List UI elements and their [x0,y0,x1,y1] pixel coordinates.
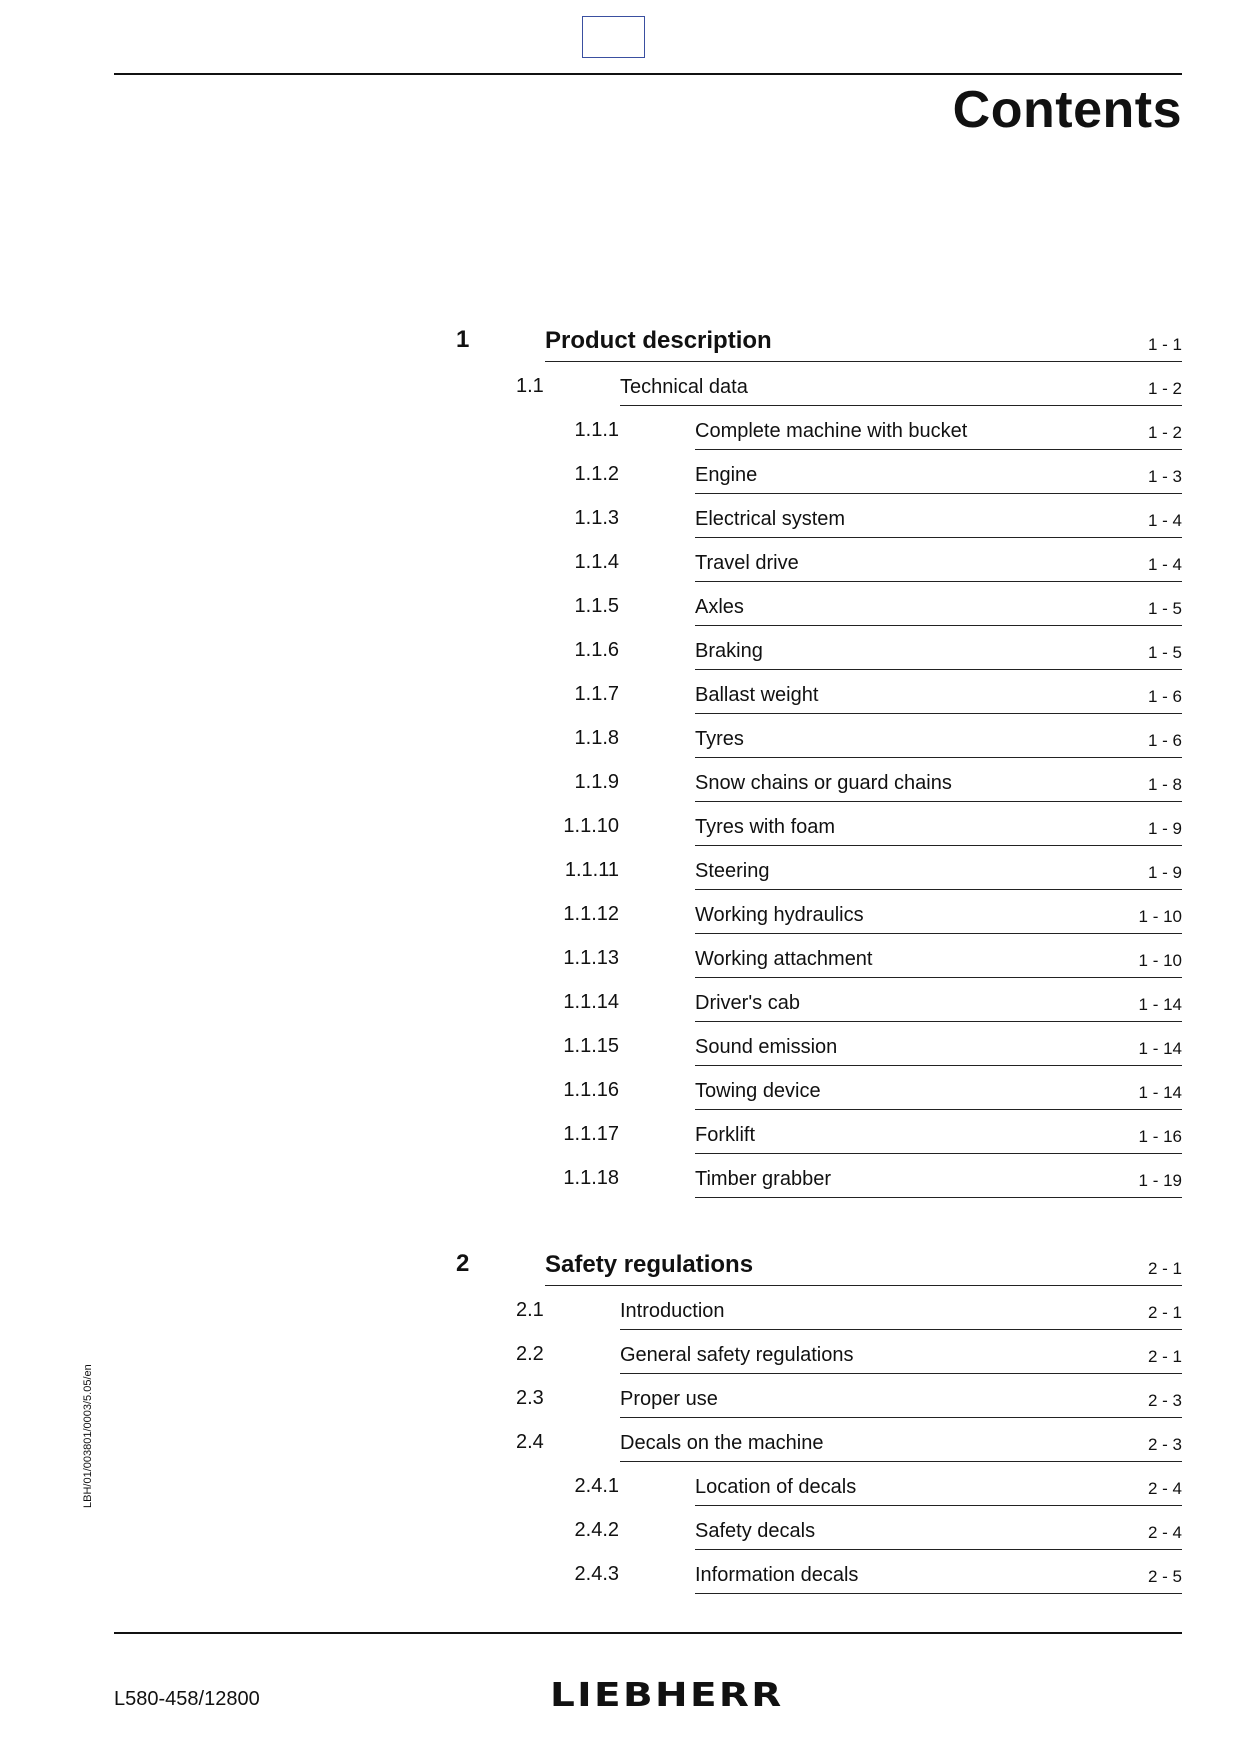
document-code: L580-458/12800 [114,1688,260,1710]
toc-entry-number: 2.1 [516,1299,544,1321]
toc-entry-page: 1 - 10 [1138,907,1182,926]
toc-entry-line [695,1113,1182,1154]
toc-entry-line [620,1289,1182,1330]
toc-entry-number: 1.1.4 [574,551,619,573]
footer-rule [114,1632,1182,1634]
toc-entry-label: Technical data [620,376,748,398]
toc-entry[interactable] [0,890,1240,934]
toc-entry-label: Braking [695,640,763,662]
toc-entry-line [545,1245,1182,1286]
toc-entry-number: 1.1.18 [563,1167,619,1189]
toc-entry-line [695,585,1182,626]
toc-entry-line [695,937,1182,978]
toc-entry-line [695,629,1182,670]
toc-entry-page: 1 - 19 [1138,1171,1182,1190]
toc-entry-page: 1 - 2 [1147,423,1182,442]
toc-entry-page: 1 - 16 [1138,1127,1182,1146]
toc-entry-number: 2.4.3 [574,1563,619,1585]
toc-entry-page: 2 - 1 [1147,1303,1182,1322]
toc-entry[interactable] [0,318,1240,362]
toc-entry-page: 1 - 9 [1147,863,1182,882]
toc-entry-label: Tyres with foam [695,816,836,838]
toc-entry[interactable] [0,1462,1240,1506]
toc-entry-label: Sound emission [695,1036,838,1058]
toc-entry[interactable] [0,406,1240,450]
toc-entry-number: 1.1.10 [563,815,619,837]
toc-entry-number: 2.4.2 [574,1519,619,1541]
toc-entry-number: 1.1.16 [563,1079,619,1101]
toc-entry-line [695,981,1182,1022]
toc-entry[interactable] [0,670,1240,714]
toc-entry[interactable] [0,1330,1240,1374]
toc-entry-number: 1.1.12 [563,903,619,925]
toc-entry-line [695,409,1182,450]
toc-entry-line [695,1025,1182,1066]
toc-entry[interactable] [0,1286,1240,1330]
toc-entry-number: 1.1.11 [564,859,619,881]
toc-entry-number: 1.1.2 [574,463,619,485]
toc-entry-number: 1.1.14 [563,991,619,1013]
toc-entry-page: 1 - 6 [1147,731,1182,750]
toc-entry[interactable] [0,846,1240,890]
toc-entry-number: 2 [456,1250,470,1277]
toc-entry-number: 1.1.6 [574,639,619,661]
toc-entry-number: 1.1.9 [574,771,619,793]
toc-entry-page: 1 - 14 [1138,995,1182,1014]
toc-entry-number: 2.3 [516,1387,544,1409]
toc-entry-line [695,1157,1182,1198]
toc-entry-page: 1 - 8 [1147,775,1182,794]
side-document-code: LBH/01/003801/0003/5.05/en [82,1364,94,1508]
toc-entry-page: 1 - 4 [1147,511,1182,530]
toc-entry-label: Product description [545,327,772,354]
toc-entry-page: 1 - 5 [1147,599,1182,618]
toc-entry-number: 1.1.15 [563,1035,619,1057]
toc-entry-label: Travel drive [695,552,799,574]
toc-entry[interactable] [0,1022,1240,1066]
toc-entry[interactable] [0,1066,1240,1110]
toc-entry-page: 1 - 5 [1147,643,1182,662]
toc-entry-label: Proper use [620,1388,718,1410]
toc-entry-label: Towing device [695,1080,821,1102]
toc-entry-number: 1.1.8 [574,727,619,749]
toc-entry[interactable] [0,582,1240,626]
toc-entry-page: 1 - 10 [1138,951,1182,970]
toc-entry-page: 1 - 3 [1147,467,1182,486]
liebherr-logo: LIEBHERR [550,1675,784,1714]
toc-entry[interactable] [0,538,1240,582]
toc-entry-line [695,1553,1182,1594]
toc-entry-label: Working hydraulics [695,904,864,926]
toc-entry-line [695,717,1182,758]
toc-entry-page: 2 - 4 [1147,1523,1182,1542]
toc-entry-page: 2 - 1 [1147,1259,1182,1278]
toc-entry-line [695,541,1182,582]
toc-entry-page: 1 - 2 [1147,379,1182,398]
toc-entry-line [545,321,1182,362]
toc-entry[interactable] [0,978,1240,1022]
toc-entry[interactable] [0,1506,1240,1550]
toc-entry-number: 1.1.3 [574,507,619,529]
page-title: Contents [952,81,1182,139]
toc-entry-label: Driver's cab [695,992,800,1014]
toc-entry[interactable] [0,1242,1240,1286]
toc-entry[interactable] [0,1418,1240,1462]
toc-entry-page: 2 - 1 [1147,1347,1182,1366]
toc-entry-label: Introduction [620,1300,725,1322]
toc-entry-page: 1 - 4 [1147,555,1182,574]
toc-entry-number: 2.4 [516,1431,544,1453]
toc-entry[interactable] [0,626,1240,670]
toc-entry-line [695,761,1182,802]
toc-entry-label: Engine [695,464,758,486]
toc-entry-number: 1.1.13 [563,947,619,969]
toc-entry-label: Tyres [695,728,744,750]
toc-entry-line [620,1333,1182,1374]
toc-entry-number: 1 [456,326,470,353]
toc-entry[interactable] [0,714,1240,758]
toc-entry-line [620,1421,1182,1462]
toc-entry-label: Snow chains or guard chains [695,772,952,794]
toc-entry[interactable] [0,934,1240,978]
toc-entry-page: 2 - 4 [1147,1479,1182,1498]
toc-entry[interactable] [0,494,1240,538]
toc-entry-label: Complete machine with bucket [695,420,968,442]
toc-entry[interactable] [0,758,1240,802]
toc-entry-label: Forklift [695,1124,755,1146]
header-rule [114,73,1182,75]
toc-entry-label: Location of decals [695,1476,857,1498]
toc-entry-page: 2 - 3 [1147,1435,1182,1454]
toc-entry-number: 1.1.7 [574,683,619,705]
toc-entry[interactable] [0,1550,1240,1594]
toc-entry-line [695,849,1182,890]
toc-entry-label: Safety regulations [545,1251,754,1278]
toc-entry[interactable] [0,802,1240,846]
toc-entry-page: 2 - 3 [1147,1391,1182,1410]
toc-entry-label: Steering [695,860,770,882]
toc-entry-page: 1 - 14 [1138,1039,1182,1058]
toc-entry-label: Ballast weight [695,684,819,706]
toc-entry-page: 1 - 6 [1147,687,1182,706]
toc-entry-page: 1 - 1 [1147,335,1182,354]
toc-entry-label: Axles [695,596,744,618]
toc-entry-number: 1.1 [516,375,544,397]
toc-entry-line [695,1509,1182,1550]
toc-entry-number: 1.1.5 [574,595,619,617]
toc-entry-number: 1.1.1 [574,419,619,441]
toc-entry-line [695,1069,1182,1110]
toc-entry[interactable] [0,1154,1240,1198]
toc-entry-line [620,365,1182,406]
toc-entry-line [695,497,1182,538]
toc-entry-number: 2.2 [516,1343,544,1365]
toc-entry-label: Decals on the machine [620,1432,824,1454]
page-marker-box [582,16,645,58]
toc-entry-label: Safety decals [695,1520,816,1542]
toc-entry-label: Information decals [695,1564,859,1586]
toc-entry-line [695,673,1182,714]
toc-entry-line [620,1377,1182,1418]
toc-entry-label: Electrical system [695,508,846,530]
toc-entry-line [695,893,1182,934]
toc-entry[interactable] [0,450,1240,494]
toc-entry-page: 2 - 5 [1147,1567,1182,1586]
toc-entry-label: Timber grabber [695,1168,831,1190]
toc-entry-label: General safety regulations [620,1344,854,1366]
toc-entry-line [695,453,1182,494]
toc-entry-number: 1.1.17 [563,1123,619,1145]
toc-entry[interactable] [0,1110,1240,1154]
toc-entry[interactable] [0,362,1240,406]
toc-entry-label: Working attachment [695,948,873,970]
toc-entry-line [695,805,1182,846]
toc-entry-line [695,1465,1182,1506]
toc-entry-number: 2.4.1 [574,1475,619,1497]
toc-entry-page: 1 - 9 [1147,819,1182,838]
toc-entry-page: 1 - 14 [1138,1083,1182,1102]
toc-entry[interactable] [0,1374,1240,1418]
